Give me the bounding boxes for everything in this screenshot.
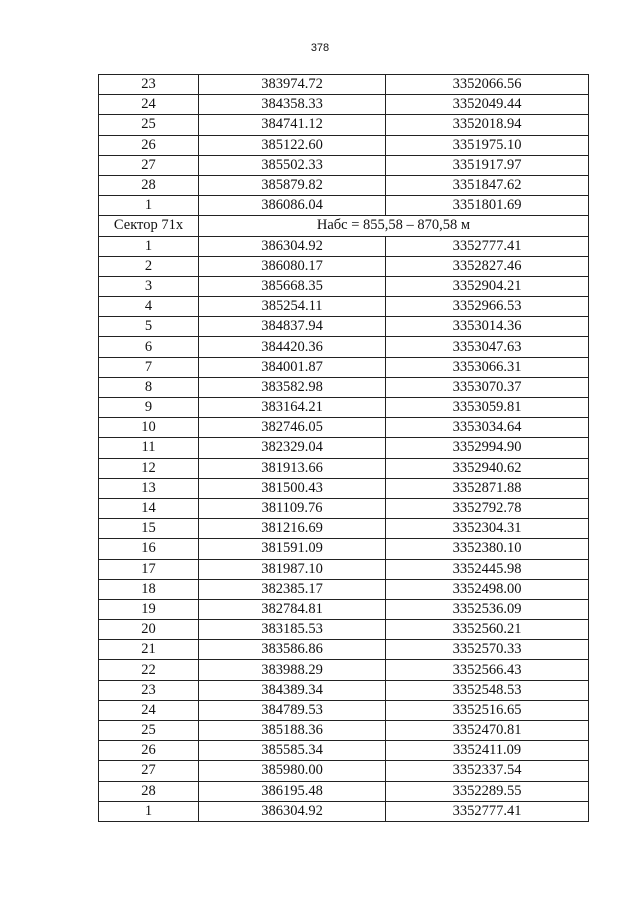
- x-coordinate-cell: 386304.92: [199, 801, 386, 821]
- x-coordinate-cell: 385585.34: [199, 741, 386, 761]
- y-coordinate-cell: 3352337.54: [386, 761, 589, 781]
- point-number-cell: 23: [99, 75, 199, 95]
- y-coordinate-cell: 3352049.44: [386, 95, 589, 115]
- table-row: [99, 418, 589, 438]
- point-number-cell: 9: [99, 398, 199, 418]
- table-row: [99, 135, 589, 155]
- y-coordinate-cell: 3352777.41: [386, 801, 589, 821]
- point-number-cell: 26: [99, 135, 199, 155]
- point-number-cell: 27: [99, 155, 199, 175]
- y-coordinate-cell: 3353014.36: [386, 317, 589, 337]
- point-number-cell: 25: [99, 721, 199, 741]
- table-row: [99, 115, 589, 135]
- point-number-cell: 10: [99, 418, 199, 438]
- x-coordinate-cell: 381913.66: [199, 458, 386, 478]
- sector-height-range: Набс = 855,58 – 870,58 м: [199, 216, 589, 236]
- x-coordinate-cell: 386195.48: [199, 781, 386, 801]
- x-coordinate-cell: 383586.86: [199, 640, 386, 660]
- y-coordinate-cell: 3352289.55: [386, 781, 589, 801]
- x-coordinate-cell: 384741.12: [199, 115, 386, 135]
- table-row: [99, 95, 589, 115]
- point-number-cell: 15: [99, 519, 199, 539]
- y-coordinate-cell: 3352827.46: [386, 256, 589, 276]
- x-coordinate-cell: 385980.00: [199, 761, 386, 781]
- point-number-cell: 18: [99, 579, 199, 599]
- y-coordinate-cell: 3351801.69: [386, 196, 589, 216]
- x-coordinate-cell: 382329.04: [199, 438, 386, 458]
- point-number-cell: 5: [99, 317, 199, 337]
- y-coordinate-cell: 3353070.37: [386, 377, 589, 397]
- table-row: [99, 559, 589, 579]
- y-coordinate-cell: 3352411.09: [386, 741, 589, 761]
- y-coordinate-cell: 3352536.09: [386, 599, 589, 619]
- table-row: [99, 438, 589, 458]
- x-coordinate-cell: 385254.11: [199, 297, 386, 317]
- x-coordinate-cell: 383974.72: [199, 75, 386, 95]
- table-row: [99, 579, 589, 599]
- sector-header-row: [99, 216, 589, 236]
- y-coordinate-cell: 3352516.65: [386, 700, 589, 720]
- x-coordinate-cell: 385879.82: [199, 175, 386, 195]
- table-row: [99, 721, 589, 741]
- point-number-cell: 11: [99, 438, 199, 458]
- y-coordinate-cell: 3353047.63: [386, 337, 589, 357]
- x-coordinate-cell: 385502.33: [199, 155, 386, 175]
- table-row: [99, 498, 589, 518]
- y-coordinate-cell: 3353066.31: [386, 357, 589, 377]
- coordinates-table-body: [99, 75, 589, 822]
- y-coordinate-cell: 3353059.81: [386, 398, 589, 418]
- y-coordinate-cell: 3352470.81: [386, 721, 589, 741]
- point-number-cell: 8: [99, 377, 199, 397]
- y-coordinate-cell: 3352018.94: [386, 115, 589, 135]
- point-number-cell: 24: [99, 700, 199, 720]
- y-coordinate-cell: 3352445.98: [386, 559, 589, 579]
- table-row: [99, 75, 589, 95]
- table-row: [99, 276, 589, 296]
- table-row: [99, 256, 589, 276]
- y-coordinate-cell: 3351975.10: [386, 135, 589, 155]
- point-number-cell: 22: [99, 660, 199, 680]
- table-row: [99, 196, 589, 216]
- x-coordinate-cell: 386304.92: [199, 236, 386, 256]
- point-number-cell: 27: [99, 761, 199, 781]
- x-coordinate-cell: 381500.43: [199, 478, 386, 498]
- x-coordinate-cell: 385668.35: [199, 276, 386, 296]
- table-row: [99, 660, 589, 680]
- x-coordinate-cell: 384420.36: [199, 337, 386, 357]
- y-coordinate-cell: 3352498.00: [386, 579, 589, 599]
- y-coordinate-cell: 3352871.88: [386, 478, 589, 498]
- y-coordinate-cell: 3352904.21: [386, 276, 589, 296]
- point-number-cell: 1: [99, 236, 199, 256]
- point-number-cell: 24: [99, 95, 199, 115]
- table-row: [99, 357, 589, 377]
- y-coordinate-cell: 3352966.53: [386, 297, 589, 317]
- y-coordinate-cell: 3352560.21: [386, 620, 589, 640]
- point-number-cell: 28: [99, 781, 199, 801]
- point-number-cell: 12: [99, 458, 199, 478]
- x-coordinate-cell: 383582.98: [199, 377, 386, 397]
- x-coordinate-cell: 382784.81: [199, 599, 386, 619]
- x-coordinate-cell: 386080.17: [199, 256, 386, 276]
- x-coordinate-cell: 383185.53: [199, 620, 386, 640]
- point-number-cell: 19: [99, 599, 199, 619]
- y-coordinate-cell: 3352380.10: [386, 539, 589, 559]
- y-coordinate-cell: 3351847.62: [386, 175, 589, 195]
- point-number-cell: 14: [99, 498, 199, 518]
- table-row: [99, 337, 589, 357]
- sector-label: Сектор 71х: [99, 216, 199, 236]
- y-coordinate-cell: 3352066.56: [386, 75, 589, 95]
- table-row: [99, 801, 589, 821]
- point-number-cell: 20: [99, 620, 199, 640]
- point-number-cell: 1: [99, 801, 199, 821]
- x-coordinate-cell: 381216.69: [199, 519, 386, 539]
- point-number-cell: 25: [99, 115, 199, 135]
- x-coordinate-cell: 381987.10: [199, 559, 386, 579]
- point-number-cell: 16: [99, 539, 199, 559]
- x-coordinate-cell: 385188.36: [199, 721, 386, 741]
- x-coordinate-cell: 383988.29: [199, 660, 386, 680]
- point-number-cell: 13: [99, 478, 199, 498]
- x-coordinate-cell: 384789.53: [199, 700, 386, 720]
- table-row: [99, 317, 589, 337]
- table-row: [99, 175, 589, 195]
- point-number-cell: 2: [99, 256, 199, 276]
- y-coordinate-cell: 3352304.31: [386, 519, 589, 539]
- x-coordinate-cell: 382746.05: [199, 418, 386, 438]
- point-number-cell: 3: [99, 276, 199, 296]
- page-number: 378: [310, 42, 330, 54]
- x-coordinate-cell: 383164.21: [199, 398, 386, 418]
- y-coordinate-cell: 3352940.62: [386, 458, 589, 478]
- table-row: [99, 478, 589, 498]
- table-row: [99, 680, 589, 700]
- table-row: [99, 761, 589, 781]
- y-coordinate-cell: 3353034.64: [386, 418, 589, 438]
- table-row: [99, 297, 589, 317]
- y-coordinate-cell: 3352566.43: [386, 660, 589, 680]
- point-number-cell: 23: [99, 680, 199, 700]
- x-coordinate-cell: 384837.94: [199, 317, 386, 337]
- x-coordinate-cell: 381591.09: [199, 539, 386, 559]
- table-row: [99, 155, 589, 175]
- x-coordinate-cell: 384389.34: [199, 680, 386, 700]
- point-number-cell: 6: [99, 337, 199, 357]
- point-number-cell: 1: [99, 196, 199, 216]
- point-number-cell: 21: [99, 640, 199, 660]
- table-row: [99, 781, 589, 801]
- coordinates-table: [98, 74, 589, 822]
- x-coordinate-cell: 382385.17: [199, 579, 386, 599]
- table-row: [99, 458, 589, 478]
- table-row: [99, 741, 589, 761]
- point-number-cell: 4: [99, 297, 199, 317]
- point-number-cell: 7: [99, 357, 199, 377]
- x-coordinate-cell: 386086.04: [199, 196, 386, 216]
- y-coordinate-cell: 3352570.33: [386, 640, 589, 660]
- x-coordinate-cell: 384001.87: [199, 357, 386, 377]
- point-number-cell: 17: [99, 559, 199, 579]
- x-coordinate-cell: 384358.33: [199, 95, 386, 115]
- table-row: [99, 519, 589, 539]
- table-row: [99, 236, 589, 256]
- y-coordinate-cell: 3352994.90: [386, 438, 589, 458]
- x-coordinate-cell: 385122.60: [199, 135, 386, 155]
- y-coordinate-cell: 3351917.97: [386, 155, 589, 175]
- table-row: [99, 599, 589, 619]
- point-number-cell: 26: [99, 741, 199, 761]
- table-row: [99, 398, 589, 418]
- table-row: [99, 377, 589, 397]
- table-row: [99, 539, 589, 559]
- x-coordinate-cell: 381109.76: [199, 498, 386, 518]
- y-coordinate-cell: 3352777.41: [386, 236, 589, 256]
- table-row: [99, 700, 589, 720]
- point-number-cell: 28: [99, 175, 199, 195]
- y-coordinate-cell: 3352548.53: [386, 680, 589, 700]
- table-row: [99, 640, 589, 660]
- y-coordinate-cell: 3352792.78: [386, 498, 589, 518]
- table-row: [99, 620, 589, 640]
